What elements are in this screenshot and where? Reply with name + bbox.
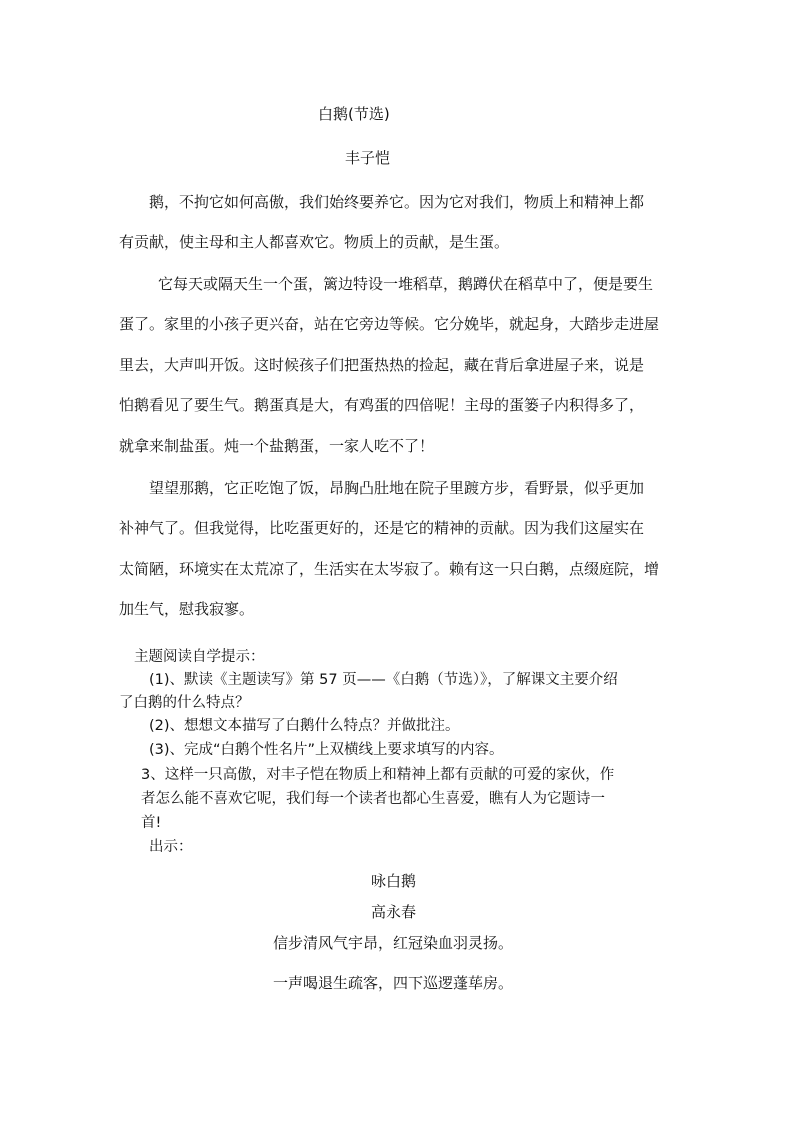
hint-item-4-end: 首! (141, 815, 162, 831)
hint-item-4: 3、这样一只高傲，对丰子恺在物质上和精神上都有贡献的可爱的家伙，作 (141, 767, 615, 783)
hint-item-1: (1)、默读《主题读写》第 57 页——《白鹅（节选）》，了解课文主要介绍 (149, 672, 618, 688)
paragraph-line: 太简陋，环境实在太荒凉了，生活实在太岑寂了。赖有这一只白鹅，点缀庭院，增 (119, 560, 660, 578)
paragraph-line: 补神气了。但我觉得，比吃蛋更好的，还是它的精神的贡献。因为我们这屋实在 (119, 519, 645, 537)
paragraph-line: 有贡献，使主母和主人都喜欢它。物质上的贡献，是生蛋。 (119, 233, 510, 251)
hints-heading: 主题阅读自学提示： (134, 649, 265, 665)
paragraph-line: 鹅，不拘它如何高傲，我们始终要养它。因为它对我们，物质上和精神上都 (149, 193, 645, 211)
paragraph-line: 它每天或隔天生一个蛋，篱边特设一堆稻草，鹅蹲伏在稻草中了，便是要生 (158, 275, 654, 293)
hint-item-2: (2)、想想文本描写了白鹅什么特点？并做批注。 (149, 718, 460, 734)
poem-line-1: 信步清风气宇昂，红冠染血羽灵扬。 (273, 934, 514, 952)
paragraph-line: 蛋了。家里的小孩子更兴奋，站在它旁边等候。它分娩毕，就起身，大踏步走进屋 (119, 315, 660, 333)
hint-item-4-cont: 者怎么能不喜欢它呢，我们每一个读者也都心生喜爱，瞧有人为它题诗一 (141, 791, 605, 807)
essay-author: 丰子恺 (345, 149, 391, 167)
hint-item-3: (3)、完成“白鹅个性名片”上双横线上要求填写的内容。 (149, 742, 504, 758)
poem-author: 高永春 (371, 903, 417, 921)
poem-title: 咏白鹅 (371, 872, 417, 890)
essay-title: 白鹅(节选) (318, 105, 390, 123)
paragraph-line: 里去，大声叫开饭。这时候孩子们把蛋热热的捡起，藏在背后拿进屋子来，说是 (119, 356, 645, 374)
paragraph-line: 就拿来制盐蛋。炖一个盐鹅蛋，一家人吃不了！ (119, 437, 435, 455)
paragraph-line: 怕鹅看见了要生气。鹅蛋真是大，有鸡蛋的四倍呢！主母的蛋篓子内积得多了， (119, 396, 645, 414)
paragraph-line: 望望那鹅，它正吃饱了饭，昂胸凸肚地在院子里踱方步，看野景，似乎更加 (149, 479, 645, 497)
paragraph-line: 加生气，慰我寂寥。 (119, 600, 255, 618)
hint-item-1-cont: 了白鹅的什么特点？ (119, 695, 250, 711)
show-label: 出示： (149, 839, 193, 855)
poem-line-2: 一声喝退生疏客，四下巡逻蓬荜房。 (273, 974, 514, 992)
